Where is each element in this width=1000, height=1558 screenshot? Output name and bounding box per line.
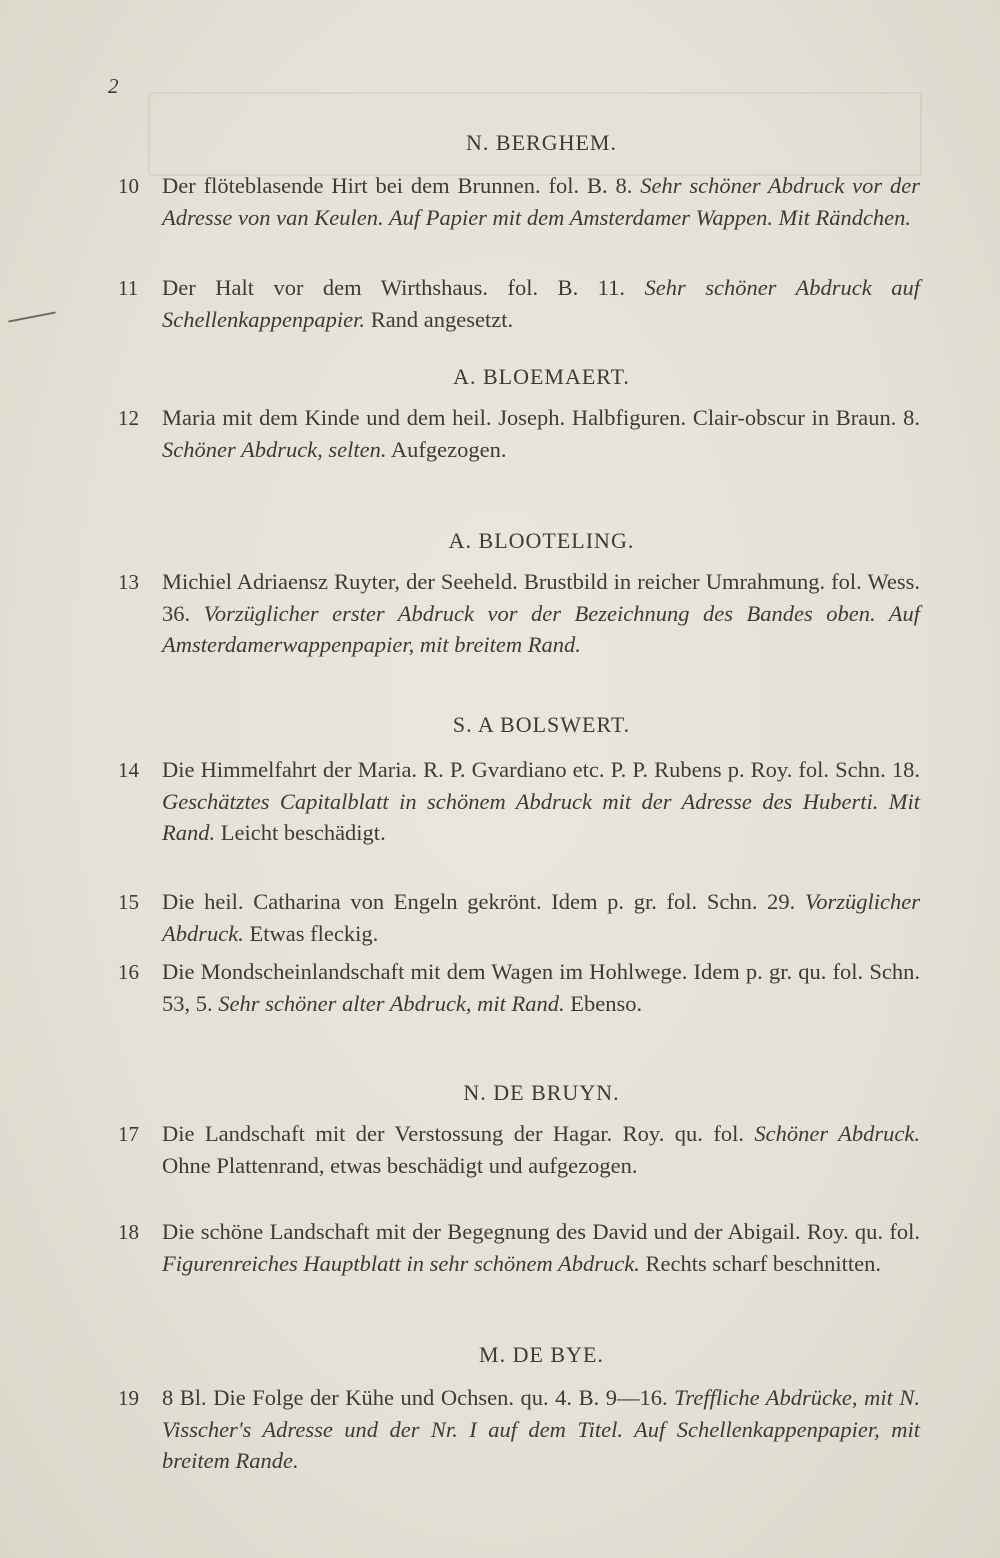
section-heading-de-bruyn: N. DE BRUYN. [463, 1080, 620, 1105]
page-number: 2 [108, 74, 119, 98]
section-heading-blooteling: A. BLOOTELING. [448, 528, 635, 553]
entry-text: Maria mit dem Kinde und dem heil. Joseph. Halbfiguren. Clair-obscur in Braun. 8. Schöner Abdruck, selten. Aufgezogen. [162, 405, 920, 462]
section-heading-bolswert: S. A BOLSWERT. [452, 712, 631, 737]
entry-text: Michiel Adriaensz Ruyter, der Seeheld. Brustbild in reicher Umrahmung. fol. Wess. 36. Vorzüglicher erster Abdruck vor der Bezeichnung des Bandes oben. Auf Amsterdamerwappenpapier, mit breitem Rand. [162, 569, 921, 657]
section-heading-bloemaert: A. BLOEMAERT. [453, 364, 630, 389]
entry-text: 8 Bl. Die Folge der Kühe und Ochsen. qu. 4. B. 9—16. Treffliche Abdrücke, mit N. Visscher's Adresse und der Nr. I auf dem Titel. Auf Schellenkappenpapier, mit breitem Rande. [162, 1385, 920, 1473]
entry-text: Die Landschaft mit der Verstossung der Hagar. Roy. qu. fol. Schöner Abdruck. Ohne Plattenrand, etwas beschädigt und aufgezogen. [162, 1121, 920, 1178]
entry-number: 16 [118, 960, 139, 984]
margin-pencil-mark [8, 311, 55, 322]
entry-number: 12 [118, 406, 139, 430]
entry-text: Die Mondscheinlandschaft mit dem Wagen im Hohlwege. Idem p. gr. qu. fol. Schn. 53, 5. Sehr schöner alter Abdruck, mit Rand. Ebenso. [162, 959, 920, 1016]
entry-number: 10 [118, 174, 139, 198]
section-heading-berghem: N. BERGHEM. [466, 130, 617, 155]
entry-number: 14 [118, 758, 139, 782]
entry-text: Die schöne Landschaft mit der Begegnung des David und der Abigail. Roy. qu. fol. Figurenreiches Hauptblatt in sehr schönem Abdruck. Rechts scharf beschnitten. [162, 1219, 920, 1276]
entry-number: 11 [118, 276, 139, 300]
entry-text: Die Himmelfahrt der Maria. R. P. Gvardiano etc. P. P. Rubens p. Roy. fol. Schn. 18. Geschätztes Capitalblatt in schönem Abdruck mit der Adresse des Huberti. Mit Rand. Leicht beschädigt. [162, 757, 920, 845]
entry-number: 19 [118, 1386, 139, 1410]
entry-number: 18 [118, 1220, 139, 1244]
section-heading-de-bye: M. DE BYE. [479, 1342, 604, 1367]
entry-number: 15 [118, 890, 139, 914]
entry-number: 17 [118, 1122, 139, 1146]
entry-text: Der Halt vor dem Wirthshaus. fol. B. 11. Sehr schöner Abdruck auf Schellenkappenpapier. Rand angesetzt. [162, 275, 920, 332]
entry-number: 13 [118, 570, 139, 594]
entry-text: Der flöteblasende Hirt bei dem Brunnen. fol. B. 8. Sehr schöner Abdruck vor der Adresse von van Keulen. Auf Papier mit dem Amsterdamer Wappen. Mit Rändchen. [162, 173, 921, 230]
entry-text: Die heil. Catharina von Engeln gekrönt. Idem p. gr. fol. Schn. 29. Vorzüglicher Abdruck. Etwas fleckig. [162, 889, 920, 946]
